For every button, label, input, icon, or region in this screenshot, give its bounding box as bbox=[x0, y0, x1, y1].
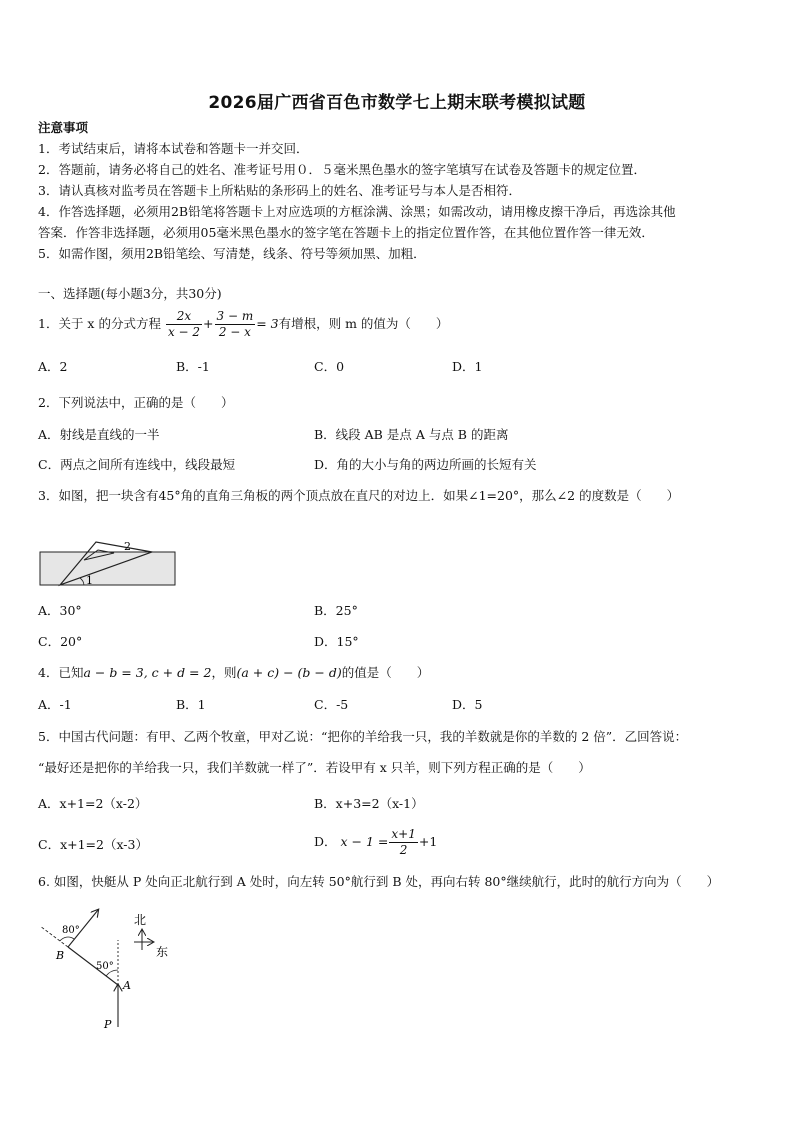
angle80-arc bbox=[60, 937, 74, 941]
q1-option-d: D．1 bbox=[452, 359, 483, 374]
q4-option-b: B．1 bbox=[176, 697, 206, 712]
q4-expression: (a + c) − (b − d) bbox=[236, 665, 342, 680]
compass-north-label: 北 bbox=[134, 913, 147, 927]
question-2-stem: 2．下列说法中，正确的是（ ） bbox=[38, 395, 234, 410]
q3-option-c: C．20° bbox=[38, 634, 83, 649]
q3-option-b: B．25° bbox=[314, 603, 358, 618]
angle1-label: 1 bbox=[86, 574, 93, 587]
q4-option-d: D．5 bbox=[452, 697, 483, 712]
q5-option-d-fraction: $\frac{x+1}{2}$ bbox=[391, 827, 416, 857]
question-3-stem: 3．如图，把一块含有45°角的直角三角板的两个顶点放在直尺的对边上．如果∠1=20°，那么∠2 的度数是（ ） bbox=[38, 488, 680, 503]
notice-item: 5．如需作图，须用2B铅笔绘、写清楚，线条、符号等须加黑、加粗． bbox=[38, 246, 426, 261]
q3-option-a: A．30° bbox=[38, 603, 82, 618]
q5-option-d-tail: +1 bbox=[418, 834, 438, 849]
q4-prefix: 4．已知 bbox=[38, 665, 84, 680]
page-title: 2026届广西省百色市数学七上期末联考模拟试题 bbox=[208, 93, 586, 113]
q1-equals: = 3 bbox=[256, 316, 279, 331]
notice-item: 4．作答选择题，必须用2B铅笔将答题卡上对应选项的方框涂满、涂黑；如需改动，请用橡皮擦干净后，再选涂其他 bbox=[38, 204, 676, 219]
q1-suffix: 有增根，则 m 的值为（ ） bbox=[278, 316, 449, 331]
q4-option-c: C．-5 bbox=[314, 697, 349, 712]
q1-fraction-2: $\frac{3 - m}{2 - x}$ bbox=[216, 309, 254, 339]
point-p-label: P bbox=[104, 1018, 112, 1031]
q2-option-b: B．线段 AB 是点 A 与点 B 的距离 bbox=[314, 427, 509, 442]
q2-option-a: A．射线是直线的一半 bbox=[38, 427, 160, 442]
q5-option-d-lhs: x − 1 = bbox=[340, 834, 389, 849]
point-b-label: B bbox=[56, 949, 65, 962]
q1-option-c: C．0 bbox=[314, 359, 345, 374]
q2-option-d: D．角的大小与角的两边所画的长短有关 bbox=[314, 457, 537, 472]
q5-option-c: C．x+1=2（x-3） bbox=[38, 837, 148, 852]
q4-mid: ，则 bbox=[211, 665, 237, 680]
point-a-label: A bbox=[123, 979, 131, 992]
q4-condition: a − b = 3, c + d = 2 bbox=[83, 665, 212, 680]
q4-suffix: 的值是（ ） bbox=[341, 665, 430, 680]
q1-plus: + bbox=[203, 316, 214, 331]
q5-option-b: B．x+3=2（x-1） bbox=[314, 796, 424, 811]
question-1-stem bbox=[38, 308, 448, 340]
q2-option-c: C．两点之间所有连线中，线段最短 bbox=[38, 457, 236, 472]
section-heading: 一、选择题(每小题3分，共30分) bbox=[38, 286, 222, 301]
q6-navigation-figure bbox=[36, 902, 186, 1032]
compass-east-label: 东 bbox=[156, 945, 169, 959]
angle2-label: 2 bbox=[124, 540, 131, 553]
notice-item: 2．答题前，请务必将自己的姓名、准考证号用０．５毫米黑色墨水的签字笔填写在试卷及答题卡的规定位置． bbox=[38, 162, 646, 177]
q1-option-a: A．2 bbox=[38, 359, 68, 374]
angle80-label: 80° bbox=[62, 925, 80, 936]
q5-option-d-prefix: D． bbox=[314, 834, 337, 849]
q3-option-d: D．15° bbox=[314, 634, 359, 649]
q1-fraction-1: $\frac{2x}{x - 2}$ bbox=[167, 309, 201, 339]
notice-item: 1．考试结束后，请将本试卷和答题卡一并交回． bbox=[38, 141, 309, 156]
question-6-stem: 6. 如图，快艇从 P 处向正北航行到 A 处时，向左转 50°航行到 B 处，再向右转 80°继续航行，此时的航行方向为（ ） bbox=[38, 874, 720, 889]
q3-ruler-triangle-figure bbox=[38, 520, 188, 590]
question-4-stem bbox=[38, 665, 429, 681]
notice-heading: 注意事项 bbox=[38, 120, 89, 135]
notice-item: 3．请认真核对监考员在答题卡上所粘贴的条形码上的姓名、准考证号与本人是否相符． bbox=[38, 183, 521, 198]
q5-option-d bbox=[314, 826, 437, 858]
angle50-label: 50° bbox=[96, 961, 114, 972]
notice-item: 答案．作答非选择题，必须用05毫米黑色墨水的签字笔在答题卡上的指定位置作答，在其他位置作答一律无效． bbox=[38, 225, 654, 240]
q1-option-b: B．-1 bbox=[176, 359, 210, 374]
q4-option-a: A．-1 bbox=[38, 697, 72, 712]
question-5-stem-line1: 5．中国古代问题：有甲、乙两个牧童，甲对乙说：“把你的羊给我一只，我的羊数就是你的羊数的 2 倍”．乙回答说： bbox=[38, 729, 688, 744]
question-5-stem-line2: “最好还是把你的羊给我一只，我们羊数就一样了”．若设甲有 x 只羊，则下列方程正确的是（ ） bbox=[38, 760, 591, 775]
q5-option-a: A．x+1=2（x-2） bbox=[38, 796, 148, 811]
q1-prefix: 1．关于 x 的分式方程 bbox=[38, 316, 161, 331]
